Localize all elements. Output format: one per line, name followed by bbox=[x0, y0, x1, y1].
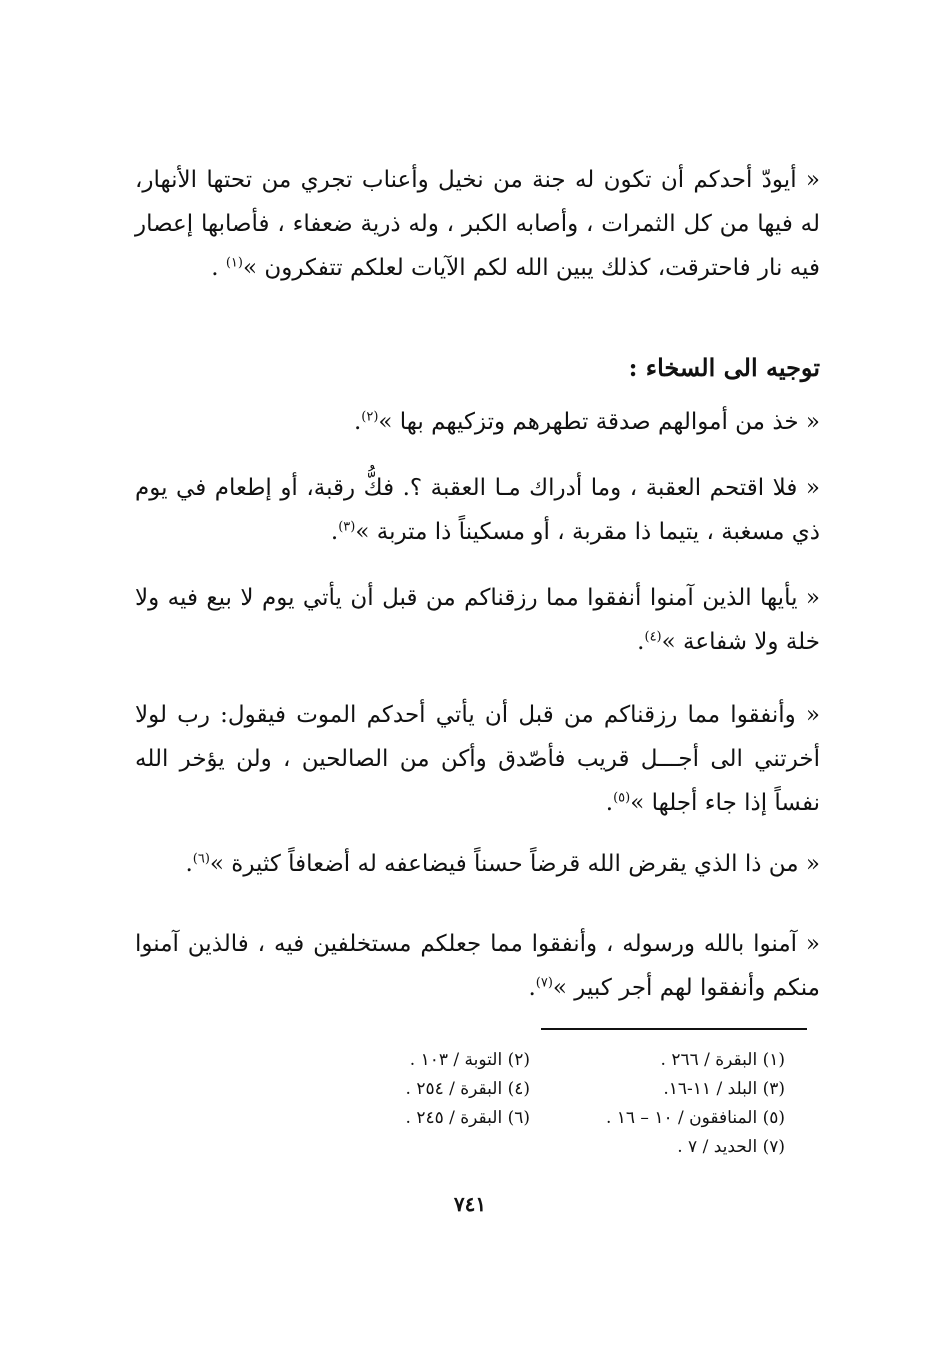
footnote-ref: (١) bbox=[225, 255, 243, 271]
verse-paragraph: « يأيها الذين آمنوا أنفقوا مما رزقناكم من قبل أن يأتي يوم لا بيع فيه ولا خلة ولا شفاعة »$^{(٤)}$. bbox=[135, 585, 820, 655]
verse-block-3 bbox=[135, 466, 820, 554]
footnote-entry: (١) البقرة / ٢٦٦ . bbox=[660, 1050, 785, 1070]
footnote-entry: (٤) البقرة / ٢٥٤ . bbox=[405, 1079, 530, 1099]
footnote-row bbox=[340, 1133, 785, 1162]
verse-paragraph: « من ذا الذي يقرض الله قرضاً حسناً فيضاعفه له أضعافاً كثيرة »$^{(٦)}$. bbox=[185, 851, 820, 877]
page-number: ٧٤١ bbox=[453, 1192, 487, 1216]
footnotes bbox=[340, 1046, 785, 1162]
verse-block-2 bbox=[135, 400, 820, 444]
footnote-entry: (٦) البقرة / ٢٤٥ . bbox=[405, 1108, 530, 1128]
footnote-entry: (٧) الحديد / ٧ . bbox=[677, 1137, 785, 1157]
footnote-entry: (٣) البلد / ١١-١٦. bbox=[663, 1079, 785, 1099]
footnote-separator bbox=[541, 1028, 807, 1030]
verse-block-4 bbox=[135, 576, 820, 664]
footnote-row bbox=[340, 1075, 785, 1104]
verse-block-5 bbox=[135, 693, 820, 825]
verse-paragraph: « فلا اقتحم العقبة ، وما أدراك مـا العقبة ؟. فكُّ رقبة، أو إطعام في يوم ذي مسغبة ، يتيما ذا مقربة ، أو مسكيناً ذا متربة »$^{(٣)}$. bbox=[135, 475, 820, 545]
footnote-ref: (٧) bbox=[535, 975, 553, 991]
footnote-entry bbox=[340, 1133, 530, 1162]
section-heading: توجيه الى السخاء : bbox=[628, 353, 820, 382]
verse-paragraph: « آمنوا بالله ورسوله ، وأنفقوا مما جعلكم مستخلفين فيه ، فالذين آمنوا منكم وأنفقوا لهم أجر كبير »$^{(٧)}$. bbox=[135, 931, 820, 1001]
section-heading-block bbox=[135, 348, 820, 388]
verse-paragraph: « أيودّ أحدكم أن تكون له جنة من نخيل وأعناب تجري من تحتها الأنهار، له فيها من كل الثمرات ، وأصابه الكبر ، وله ذرية ضعفاء ، فأصابها إعصار فيه نار فاحترقت، كذلك يبين الله لكم الآيات لعلكم تتفكرون »$^{(١)}$ . bbox=[135, 167, 820, 281]
footnote-ref: (٥) bbox=[613, 790, 631, 806]
footnote-ref: (٦) bbox=[192, 851, 210, 867]
footnote-entry: (٢) التوبة / ١٠٣ . bbox=[409, 1050, 530, 1070]
verse-paragraph: « وأنفقوا مما رزقناكم من قبل أن يأتي أحدكم الموت فيقول: رب لولا أخرتني الى أجـــل قريب فأصّدق وأكن من الصالحين ، ولن يؤخر الله نفساً إذا جاء أجلها »$^{(٥)}$. bbox=[135, 702, 820, 816]
verse-paragraph: « خذ من أموالهم صدقة تطهرهم وتزكيهم بها »$^{(٢)}$. bbox=[353, 409, 820, 435]
footnote-row bbox=[340, 1046, 785, 1075]
footnote-row bbox=[340, 1104, 785, 1133]
footnote-entry: (٥) المنافقون / ١٠ – ١٦ . bbox=[605, 1108, 785, 1128]
footnote-ref: (٢) bbox=[361, 409, 379, 425]
opening-verse bbox=[135, 158, 820, 290]
footnote-ref: (٤) bbox=[644, 629, 662, 645]
verse-block-6 bbox=[135, 842, 820, 886]
verse-block-7 bbox=[135, 922, 820, 1010]
footnote-ref: (٣) bbox=[338, 519, 356, 535]
